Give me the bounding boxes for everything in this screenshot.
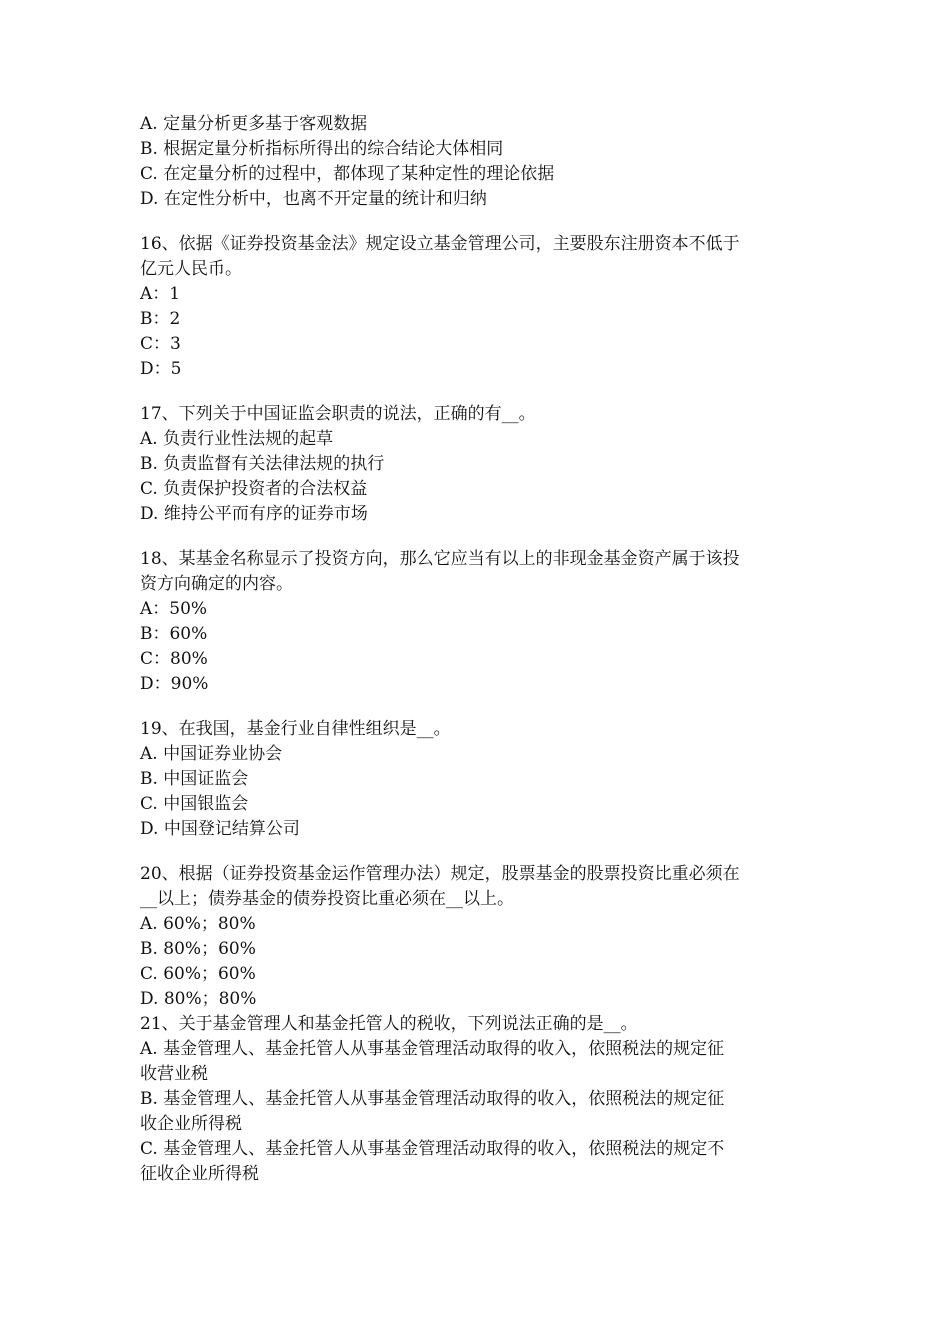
option-d: D：90% — [140, 674, 209, 694]
option-c: C. 60%；60% — [140, 964, 256, 984]
question-16 — [140, 232, 820, 382]
question-21 — [140, 1012, 820, 1187]
option-a: A：1 — [140, 284, 181, 304]
question-18 — [140, 547, 820, 697]
question-stem: 18、某基金名称显示了投资方向，那么它应当有以上的非现金基金资产属于该投 — [140, 549, 740, 569]
question-stem: 资方向确定的内容。 — [140, 574, 293, 594]
question-stem: 20、根据（证券投资基金运作管理办法）规定，股票基金的股票投资比重必须在 — [140, 864, 740, 884]
option-c: C. 基金管理人、基金托管人从事基金管理活动取得的收入，依照税法的规定不 — [140, 1139, 725, 1159]
option-c: C：80% — [140, 649, 208, 669]
option-c: C. 中国银监会 — [140, 794, 249, 814]
question-stem: __以上；债券基金的债券投资比重必须在__以上。 — [140, 889, 514, 909]
question-stem: 17、下列关于中国证监会职责的说法，正确的有__。 — [140, 404, 536, 424]
option-c: C. 负责保护投资者的合法权益 — [140, 479, 368, 499]
document-page — [140, 112, 820, 1187]
option-b: B. 中国证监会 — [140, 769, 249, 789]
option-a: A. 中国证券业协会 — [140, 744, 283, 764]
option-a: A. 定量分析更多基于客观数据 — [140, 114, 368, 134]
option-a-continued: 收营业税 — [140, 1064, 208, 1084]
option-b: B. 基金管理人、基金托管人从事基金管理活动取得的收入，依照税法的规定征 — [140, 1089, 725, 1109]
question-stem: 亿元人民币。 — [140, 259, 242, 279]
option-b: B：2 — [140, 309, 181, 329]
option-d: D：5 — [140, 359, 182, 379]
option-c: C：3 — [140, 334, 181, 354]
question-17 — [140, 402, 820, 527]
question-19 — [140, 717, 820, 842]
question-stem: 19、在我国，基金行业自律性组织是__。 — [140, 719, 451, 739]
question-stem: 21、关于基金管理人和基金托管人的税收，下列说法正确的是__。 — [140, 1014, 638, 1034]
option-d: D. 80%；80% — [140, 989, 257, 1009]
option-b: B：60% — [140, 624, 208, 644]
option-c-continued: 征收企业所得税 — [140, 1164, 259, 1184]
option-b: B. 80%；60% — [140, 939, 256, 959]
question-20 — [140, 862, 820, 1012]
option-c: C. 在定量分析的过程中，都体现了某种定性的理论依据 — [140, 164, 555, 184]
option-a: A. 负责行业性法规的起草 — [140, 429, 334, 449]
question-stem: 16、依据《证券投资基金法》规定设立基金管理公司，主要股东注册资本不低于 — [140, 234, 740, 254]
option-d: D. 维持公平而有序的证券市场 — [140, 504, 368, 524]
option-d: D. 中国登记结算公司 — [140, 819, 300, 839]
option-a: A：50% — [140, 599, 208, 619]
option-b: B. 负责监督有关法律法规的执行 — [140, 454, 385, 474]
option-b: B. 根据定量分析指标所得出的综合结论大体相同 — [140, 139, 504, 159]
option-d: D. 在定性分析中，也离不开定量的统计和归纳 — [140, 189, 487, 209]
option-a: A. 基金管理人、基金托管人从事基金管理活动取得的收入，依照税法的规定征 — [140, 1039, 725, 1059]
option-b-continued: 收企业所得税 — [140, 1114, 242, 1134]
option-a: A. 60%；80% — [140, 914, 256, 934]
question-15-options — [140, 112, 820, 212]
